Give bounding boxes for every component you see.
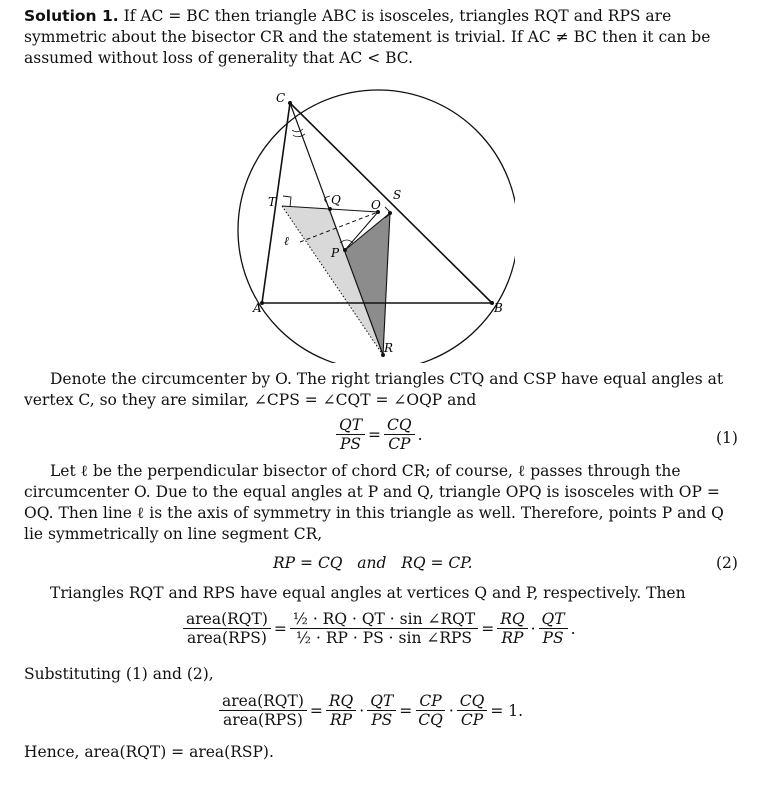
equation-2 <box>273 554 473 572</box>
point-q <box>328 207 332 211</box>
eq1-fraction-right <box>384 416 415 453</box>
eq3-num-4: QT <box>539 610 568 629</box>
equation-3 <box>180 610 576 647</box>
paragraph-circumcenter: Denote the circumcenter by O. The right triangles CTQ and CSP have equal angles at vertex C, so they are similar, ∠CPS = ∠CQT = ∠OQP and <box>24 370 724 409</box>
eq1-period: . <box>417 425 423 444</box>
geometry-figure <box>235 88 515 363</box>
equation-4 <box>216 692 523 729</box>
paragraph-triangles: Triangles RQT and RPS have equal angles at vertices Q and P, respectively. Then <box>50 584 686 602</box>
label-t: T <box>268 195 277 209</box>
eq4-den-5: CP <box>460 711 484 729</box>
eq4-dot-2: · <box>448 701 454 720</box>
angle-mark-c2 <box>293 134 305 137</box>
label-q: Q <box>331 193 341 207</box>
eq3-dot: · <box>530 619 536 638</box>
eq4-equals-2: = <box>399 701 413 720</box>
eq3-period: . <box>570 619 576 638</box>
label-r: R <box>384 341 394 355</box>
equation-2-tag: (2) <box>716 554 738 572</box>
point-s <box>388 211 392 215</box>
eq1-equals: = <box>368 425 382 444</box>
eq3-frac-3 <box>497 610 527 647</box>
equation-2-text: RP = CQ and RQ = CP. <box>273 554 473 572</box>
eq3-frac-2 <box>290 610 478 647</box>
eq4-num-5: CQ <box>457 692 488 711</box>
label-a: A <box>253 301 262 315</box>
solution-heading: Solution 1. <box>24 7 119 25</box>
eq4-frac-3 <box>367 692 396 729</box>
eq4-frac-4 <box>415 692 446 729</box>
eq3-den-2: ½ · RP · PS · sin ∠RPS <box>296 629 473 647</box>
eq1-den-right: CP <box>388 435 411 453</box>
eq1-fraction-left <box>336 416 365 453</box>
label-l: ℓ <box>284 234 289 248</box>
paragraph-conclusion: Hence, area(RQT) = area(RSP). <box>24 743 274 761</box>
eq4-frac-5 <box>457 692 488 729</box>
eq3-frac-4 <box>539 610 568 647</box>
solution-intro-text: If AC = BC then triangle ABC is isosceles, triangles RQT and RPS are symmetric about the bisector CR and the statement is trivial. If AC ≠ BC then it can be assumed without loss of generality that AC < BC. <box>24 7 711 67</box>
eq3-equals-1: = <box>273 619 287 638</box>
eq4-dot-1: · <box>359 701 365 720</box>
eq3-den-3: RP <box>501 629 524 647</box>
eq4-num-2: RQ <box>326 692 356 711</box>
eq3-num-3: RQ <box>497 610 527 629</box>
eq1-num-right: CQ <box>384 416 415 435</box>
label-b: B <box>494 301 503 315</box>
side-cb <box>290 103 492 303</box>
eq4-den-1: area(RPS) <box>222 711 303 729</box>
label-c: C <box>276 91 286 105</box>
point-c <box>288 101 292 105</box>
eq4-frac-2 <box>326 692 356 729</box>
paragraph-substituting: Substituting (1) and (2), <box>24 665 214 683</box>
eq3-num-1: area(RQT) <box>183 610 271 629</box>
solution-paragraph <box>24 6 740 69</box>
eq4-num-1: area(RQT) <box>219 692 307 711</box>
label-p: P <box>331 246 340 260</box>
paragraph-bisector: Let ℓ be the perpendicular bisector of chord CR; of course, ℓ passes through the circumcenter O. Due to the equal angles at P and Q, triangle OPQ is isosceles with OP = OQ. Then line ℓ is the axis of symmetry in this triangle as well. Therefore, points P and Q lie symmetrically on line segment CR, <box>24 462 724 543</box>
angle-mark-c1 <box>292 129 303 132</box>
equation-1-tag: (1) <box>716 429 738 447</box>
eq4-den-4: CQ <box>418 711 443 729</box>
eq4-den-2: RP <box>330 711 353 729</box>
eq3-equals-2: = <box>481 619 495 638</box>
eq4-equals-1: = <box>309 701 323 720</box>
eq1-den-left: PS <box>339 435 362 453</box>
right-angle-t <box>283 196 291 207</box>
label-s: S <box>393 188 402 202</box>
eq4-den-3: PS <box>371 711 393 729</box>
eq4-result: = 1. <box>490 701 524 720</box>
eq4-num-3: QT <box>367 692 396 711</box>
eq4-frac-1 <box>219 692 307 729</box>
eq4-num-4: CP <box>416 692 444 711</box>
eq3-den-4: PS <box>542 629 564 647</box>
point-p <box>343 248 347 252</box>
eq1-num-left: QT <box>336 416 365 435</box>
equation-1 <box>333 416 423 453</box>
label-o: O <box>371 198 381 212</box>
eq3-frac-1 <box>183 610 271 647</box>
eq3-num-2: ½ · RQ · QT · sin ∠RQT <box>290 610 478 629</box>
eq3-den-1: area(RPS) <box>186 629 267 647</box>
